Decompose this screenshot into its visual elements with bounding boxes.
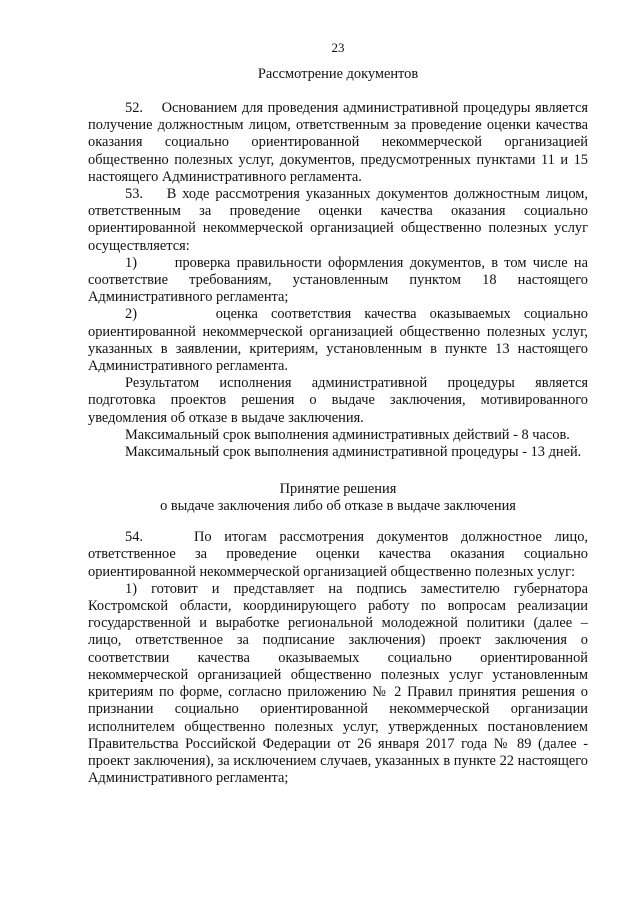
paragraph-54: 54. По итогам рассмотрения документов должностное лицо, ответственное за проведение оценки качества оказания социально ориентированной некоммерческой организацией общественно полезных услуг:: [88, 529, 588, 580]
paragraph-max-procedure-time: Максимальный срок выполнения административной процедуры - 13 дней.: [125, 444, 582, 461]
list-item-1-check: 1) проверка правильности оформления документов, в том числе на соответствие требованиям, установленным пунктом 18 настоящего Административного регламента;: [88, 254, 588, 306]
section-title-decision: Принятие решения: [279, 481, 397, 498]
paragraph-52: 52. Основанием для проведения административной процедуры является получение должностным лицом, ответственным за проведение оценки качества оказания социально ориентированной некоммерческой организацией общественно полезных услуг, документов, предусмотренных пунктами 11 и 15 настоящего Административного регламента.: [88, 100, 588, 185]
paragraph-53: 53. В ходе рассмотрения указанных документов должностным лицом, ответственным за проведение оценки качества оказания социально ориентированной некоммерческой организацией общественно полезных услуг осуществляется:: [88, 186, 588, 254]
paragraph-max-actions-time: Максимальный срок выполнения административных действий - 8 часов.: [125, 426, 570, 443]
page-number: 23: [331, 40, 345, 55]
list-item-2-assessment: 2) оценка соответствия качества оказываемых социально ориентированной некоммерческой организацией общественно полезных услуг, указанных в заявлении, критериям, установленным в пункте 13 настоящего Административного регламента.: [88, 306, 588, 375]
list-item-1-prepare-draft: 1) готовит и представляет на подпись заместителю губернатора Костромской области, координирующего работу по вопросам реализации государственной и выработке региональной молодежной политики (далее – лицо, ответственное за подписание заключения) проект заключения о соответствии качества оказываемых социально ориентированной некоммерческой организацией общественно полезных услуг установленным критериям по форме, согласно приложению № 2 Правил принятия решения о признании социально ориентированной некоммерческой организации исполнителем общественно полезных услуг, утвержденных постановлением Правительства Российской Федерации от 26 января 2017 года № 89 (далее - проект заключения), за исключением случаев, указанных в пункте 22 настоящего Административного регламента;: [88, 580, 588, 787]
paragraph-result: Результатом исполнения административной процедуры является подготовка проектов решения о выдаче заключения, мотивированного уведомления об отказе в выдаче заключения.: [88, 375, 588, 426]
section-subtitle-decision: о выдаче заключения либо об отказе в выдаче заключения: [160, 498, 516, 515]
section-title-document-review: Рассмотрение документов: [257, 66, 419, 82]
